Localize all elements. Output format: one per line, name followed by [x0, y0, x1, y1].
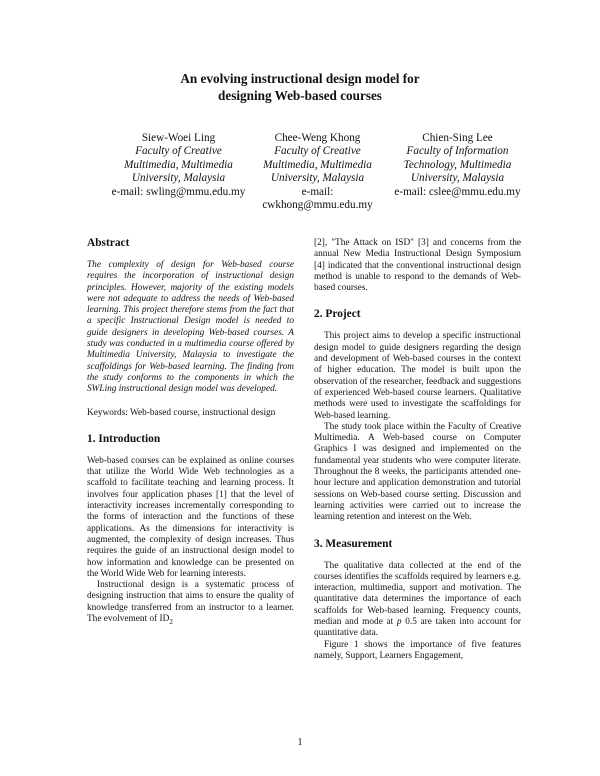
intro-heading: 1. Introduction: [87, 432, 161, 445]
author-affiliation: Faculty of Creative: [135, 145, 222, 158]
measurement-paragraph-1-end: 0.5 are taken into account for quantitative data.: [314, 617, 521, 639]
author-name: Chien-Sing Lee: [422, 132, 493, 144]
author-affiliation: University, Malaysia: [270, 172, 365, 185]
author-email: e-mail: cslee@mmu.edu.my: [394, 185, 521, 198]
keywords: Keywords: Web-based course, instructional design: [87, 407, 276, 418]
project-heading: 2. Project: [314, 308, 361, 321]
abstract-heading: Abstract: [87, 237, 130, 249]
author-affiliation: Faculty of Information: [406, 145, 509, 158]
author-email-label: e-mail:: [301, 185, 334, 198]
measurement-paragraph-1: [314, 561, 521, 640]
project-paragraph-1: This project aims to develop a specific instructional design model to guide designers regarding the design and development of Web-based courses in the context of higher education. The model is built upon the observation of the researcher, feedback and suggestions of experienced Web-based course learners. Qualitative methods were used to investigate the scaffoldings for Web-based learning.: [314, 331, 521, 421]
paper-title: [0, 70, 600, 104]
author-name: Siew-Woei Ling: [141, 132, 216, 144]
intro-subscript: 2: [169, 617, 173, 626]
author-email: e-mail: swling@mmu.edu.my: [111, 185, 246, 198]
title-line-1: An evolving instructional design model for: [180, 71, 420, 86]
author-affiliation: University, Malaysia: [410, 172, 505, 185]
measurement-heading: 3. Measurement: [314, 537, 393, 550]
author-email: cwkhong@mmu.edu.my: [262, 199, 373, 212]
measurement-paragraph-1-text: The qualitative data collected at the end of the courses identifies the scaffolds required by learners e.g. interaction, multimedia, support and motivation. The quantitative data determines the importance of each scaffolds for Web-based learning. Frequency counts, median and mode at: [314, 560, 521, 628]
right-column: [314, 238, 521, 662]
author-block-3: [375, 132, 540, 199]
continued-paragraph: [2], "The Attack on ISD" [3] and concerns from the annual New Media Instructional Design Symposium [4] indicated that the conventional instructional design method is unable to respond to the demands of Web-based courses.: [314, 238, 521, 294]
intro-paragraph-2: [87, 580, 294, 628]
author-affiliation: Multimedia, Multimedia: [124, 158, 233, 171]
intro-paragraph-1: Web-based courses can be explained as online courses that utilize the World Wide Web technologies as a scaffold to facilitate teaching and learning process. It involves four application phases [1] that the level of interactivity increases incrementally corresponding to the forms of interaction and the functions of these applications. As the dimensions for interactivity is augmented, the complexity of design increases. Thus requires the guide of an instructional design model to how information and knowledge can be presented on the World Wide Web for learning interests.: [87, 455, 294, 579]
left-column: [87, 237, 294, 628]
p-symbol: p: [396, 617, 402, 628]
author-name: Chee-Weng Khong: [274, 132, 361, 144]
author-affiliation: University, Malaysia: [131, 172, 226, 185]
measurement-paragraph-2: Figure 1 shows the importance of five features namely, Support, Learners Engagement,: [314, 639, 521, 661]
title-line-2: designing Web-based courses: [218, 88, 382, 103]
intro-paragraph-2-text: Instructional design is a systematic process of designing instruction that aims to ensure the quality of knowledge transferred from an instructor to a learner. The evolvement of ID: [87, 580, 294, 625]
author-affiliation: Faculty of Creative: [274, 145, 361, 158]
page-number: 1: [297, 737, 303, 748]
project-paragraph-2: The study took place within the Faculty of Creative Multimedia. A Web-based course on Computer Graphics I was designed and implemented on the fundamental year students who were computer literate. Throughout the 8 weeks, the participants attended one-hour lecture and application demonstration and tutorial sessions on Web-based course setting. Discussion and learning activities were carried out to increase the learning retention and interest on the Web.: [314, 421, 521, 523]
author-affiliation: Multimedia, Multimedia: [263, 158, 372, 171]
abstract-text: The complexity of design for Web-based course requires the incorporation of instructional design principles. However, majority of the existing models were not adequate to address the needs of Web-based learning. This project therefore stems from the fact that a specific Instructional Design model is needed to guide designers in developing Web-based courses. A study was conducted in a multimedia course offered by Multimedia University, Malaysia to investigate the scaffoldings for Web-based learning. The finding from the study conforms to the components in which the SWLing instructional design model was developed.: [87, 260, 294, 395]
author-affiliation: Technology, Multimedia: [403, 158, 512, 171]
